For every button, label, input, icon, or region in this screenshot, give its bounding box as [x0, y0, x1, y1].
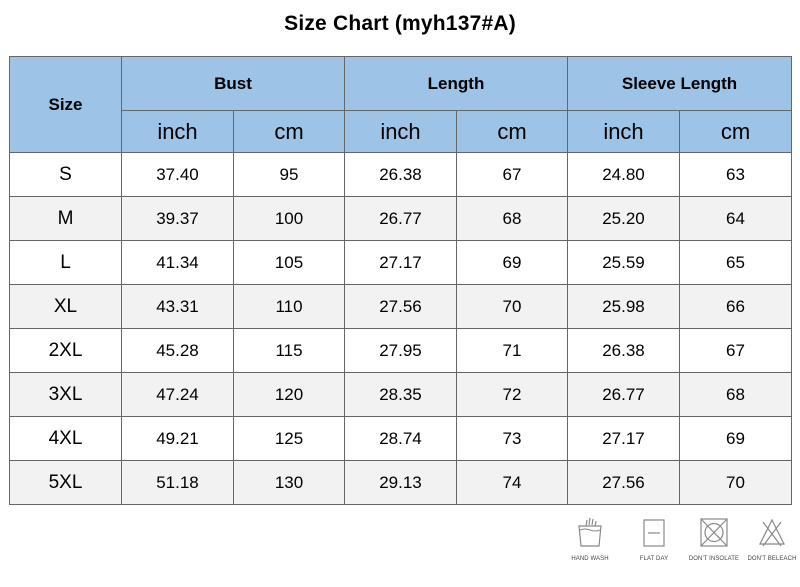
table-cell: 63	[680, 153, 792, 197]
table-cell: 95	[234, 153, 345, 197]
table-cell: 49.21	[122, 417, 234, 461]
table-row	[10, 373, 792, 417]
table-cell: 115	[234, 329, 345, 373]
table-cell: 69	[680, 417, 792, 461]
size-cell: M	[10, 197, 122, 241]
table-cell: 26.38	[568, 329, 680, 373]
unit-header: cm	[234, 111, 345, 153]
table-cell: 41.34	[122, 241, 234, 285]
table-cell: 26.77	[568, 373, 680, 417]
table-cell: 28.35	[345, 373, 457, 417]
size-cell: L	[10, 241, 122, 285]
size-cell: 5XL	[10, 461, 122, 505]
table-cell: 66	[680, 285, 792, 329]
table-cell: 26.77	[345, 197, 457, 241]
table-cell: 68	[457, 197, 568, 241]
table-cell: 120	[234, 373, 345, 417]
table-cell: 73	[457, 417, 568, 461]
unit-header: cm	[457, 111, 568, 153]
table-cell: 29.13	[345, 461, 457, 505]
size-cell: XL	[10, 285, 122, 329]
table-cell: 27.95	[345, 329, 457, 373]
table-row	[10, 197, 792, 241]
unit-header: inch	[568, 111, 680, 153]
table-cell: 28.74	[345, 417, 457, 461]
care-label: HAND WASH	[571, 556, 609, 562]
unit-header: inch	[345, 111, 457, 153]
sleeve-length-header: Sleeve Length	[568, 57, 792, 111]
table-cell: 26.38	[345, 153, 457, 197]
length-header: Length	[345, 57, 568, 111]
table-cell: 67	[680, 329, 792, 373]
care-flat-dry	[624, 516, 684, 562]
table-cell: 25.98	[568, 285, 680, 329]
care-do-not-insolate	[684, 516, 744, 562]
care-label: FLAT DAY	[639, 556, 669, 562]
size-cell: 4XL	[10, 417, 122, 461]
table-cell: 25.20	[568, 197, 680, 241]
table-row	[10, 241, 792, 285]
table-cell: 45.28	[122, 329, 234, 373]
table-row	[10, 417, 792, 461]
table-cell: 47.24	[122, 373, 234, 417]
size-cell: 3XL	[10, 373, 122, 417]
table-row	[10, 285, 792, 329]
table-cell: 74	[457, 461, 568, 505]
do-not-bleach-icon	[757, 516, 787, 550]
size-cell: S	[10, 153, 122, 197]
table-cell: 65	[680, 241, 792, 285]
table-cell: 70	[457, 285, 568, 329]
table-cell: 51.18	[122, 461, 234, 505]
table-cell: 25.59	[568, 241, 680, 285]
table-cell: 71	[457, 329, 568, 373]
table-cell: 27.56	[568, 461, 680, 505]
size-header: Size	[10, 57, 122, 153]
table-cell: 110	[234, 285, 345, 329]
table-cell: 64	[680, 197, 792, 241]
table-row	[10, 329, 792, 373]
table-cell: 67	[457, 153, 568, 197]
table-cell: 27.17	[568, 417, 680, 461]
table-row	[10, 153, 792, 197]
table-cell: 68	[680, 373, 792, 417]
table-cell: 27.17	[345, 241, 457, 285]
flat-dry-icon	[639, 516, 669, 550]
table-cell: 39.37	[122, 197, 234, 241]
table-cell: 43.31	[122, 285, 234, 329]
care-do-not-bleach	[742, 516, 800, 562]
table-row	[10, 461, 792, 505]
table-cell: 70	[680, 461, 792, 505]
table-cell: 72	[457, 373, 568, 417]
table-cell: 125	[234, 417, 345, 461]
care-label: DON'T INSOLATE	[688, 556, 740, 562]
care-hand-wash	[560, 516, 620, 562]
table-cell: 100	[234, 197, 345, 241]
table-cell: 27.56	[345, 285, 457, 329]
table-cell: 37.40	[122, 153, 234, 197]
size-chart-table	[9, 56, 792, 505]
table-cell: 105	[234, 241, 345, 285]
do-not-insolate-icon	[697, 516, 731, 550]
unit-header: inch	[122, 111, 234, 153]
table-cell: 69	[457, 241, 568, 285]
size-cell: 2XL	[10, 329, 122, 373]
hand-wash-icon	[575, 516, 605, 550]
page-title: Size Chart (myh137#A)	[284, 12, 516, 35]
table-cell: 130	[234, 461, 345, 505]
care-label: DON'T BELEACH	[747, 556, 797, 562]
unit-header: cm	[680, 111, 792, 153]
bust-header: Bust	[122, 57, 345, 111]
table-cell: 24.80	[568, 153, 680, 197]
